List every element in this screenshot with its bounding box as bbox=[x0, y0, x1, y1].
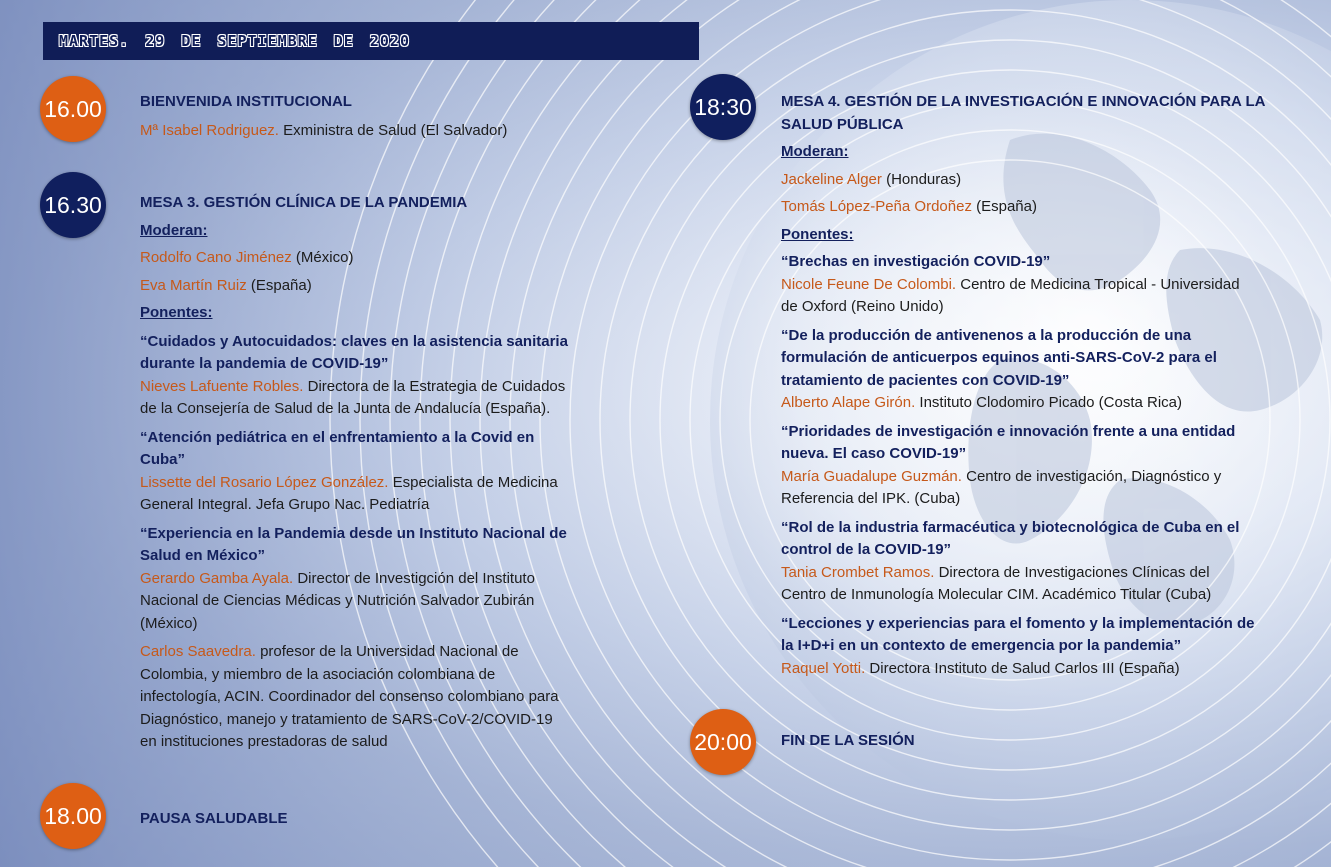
speaker-description: Centro de investigación, Diagnóstico y bbox=[961, 467, 1222, 485]
talk-item bbox=[140, 427, 660, 517]
session-title: FIN DE LA SESIÓN bbox=[781, 732, 915, 749]
speaker-description: infectología, ACIN. Coordinador del consenso colombiano para bbox=[140, 688, 559, 705]
talk-item bbox=[140, 641, 660, 754]
speakers-label: Ponentes: bbox=[140, 304, 213, 321]
session-mesa-4 bbox=[781, 91, 1321, 680]
speaker-description: Referencia del IPK. (Cuba) bbox=[781, 490, 961, 507]
speaker-description: de Oxford (Reino Unido) bbox=[781, 298, 944, 315]
talk-title-line: durante la pandemia de COVID-19” bbox=[140, 355, 389, 372]
speaker-name: Mª Isabel Rodriguez. bbox=[140, 121, 279, 139]
talk-item bbox=[781, 325, 1321, 415]
moderator-item bbox=[781, 169, 1321, 192]
talk-item bbox=[140, 523, 660, 636]
speaker-description: Exministra de Salud (El Salvador) bbox=[278, 121, 508, 139]
talk-title-line: nueva. El caso COVID-19” bbox=[781, 445, 967, 462]
talk-title-line: “Experiencia en la Pandemia desde un Instituto Nacional de bbox=[140, 524, 567, 542]
speaker-description: (México) bbox=[140, 614, 198, 632]
moderators-label: Moderan: bbox=[781, 143, 849, 160]
moderator-country: (México) bbox=[291, 249, 354, 266]
time-label: 16.30 bbox=[44, 191, 102, 218]
talk-item bbox=[781, 421, 1321, 511]
session-break bbox=[140, 808, 540, 831]
time-label: 16.00 bbox=[44, 95, 102, 122]
moderator-country: (España) bbox=[971, 198, 1037, 215]
talk-title-line: “Rol de la industria farmacéutica y biotecnológica de Cuba en el bbox=[781, 518, 1240, 536]
date-title: MARTES. 29 DE SEPTIEMBRE DE 2020 bbox=[59, 32, 410, 50]
moderator-item bbox=[781, 196, 1321, 219]
speaker-description: de la Consejería de Salud de la Junta de Andalucía (España). bbox=[140, 400, 551, 417]
moderator-country: (Honduras) bbox=[881, 170, 962, 188]
speaker-description: Colombia, y miembro de la asociación colombiana de bbox=[140, 665, 496, 683]
session-title: PAUSA SALUDABLE bbox=[140, 810, 288, 827]
speaker-description: Directora Instituto de Salud Carlos III (España) bbox=[865, 659, 1180, 677]
talk-title-line: “Cuidados y Autocuidados: claves en la asistencia sanitaria bbox=[140, 332, 568, 350]
time-badge-1630 bbox=[40, 172, 106, 238]
moderator-country: (España) bbox=[246, 276, 312, 294]
date-banner bbox=[43, 22, 699, 60]
talk-title-line: “Atención pediátrica en el enfrentamiento a la Covid en bbox=[140, 428, 535, 446]
speaker-description: Directora de Investigaciones Clínicas del bbox=[934, 563, 1210, 581]
speaker-name: Raquel Yotti. bbox=[781, 659, 866, 677]
talk-title-line: formulación de anticuerpos equinos anti-SARS-CoV-2 para el bbox=[781, 349, 1217, 366]
talk-item bbox=[781, 251, 1321, 319]
speaker-description: Centro de Inmunología Molecular CIM. Académico Titular (Cuba) bbox=[781, 586, 1212, 603]
speaker-description: Nacional de Ciencias Médicas y Nutrición Salvador Zubirán bbox=[140, 592, 535, 609]
talk-item bbox=[140, 331, 660, 421]
speaker-description: Director de Investigción del Instituto bbox=[293, 569, 535, 587]
speaker-name: Nieves Lafuente Robles. bbox=[140, 377, 304, 395]
time-badge-1830 bbox=[690, 74, 756, 140]
session-title-line: SALUD PÚBLICA bbox=[781, 115, 904, 133]
talk-title-line: control de la COVID-19” bbox=[781, 541, 952, 558]
talk-title-line: tratamiento de pacientes con COVID-19” bbox=[781, 371, 1070, 389]
time-badge-1600 bbox=[40, 76, 106, 142]
session-title: MESA 3. GESTIÓN CLÍNICA DE LA PANDEMIA bbox=[140, 194, 468, 211]
talk-title-line: “Prioridades de investigación e innovación frente a una entidad bbox=[781, 422, 1236, 440]
moderators-label: Moderan: bbox=[140, 221, 208, 239]
talk-item bbox=[781, 517, 1321, 607]
moderator-item bbox=[140, 247, 660, 270]
time-label: 20:00 bbox=[694, 728, 752, 755]
session-title-line: MESA 4. GESTIÓN DE LA INVESTIGACIÓN E INNOVACIÓN PARA LA bbox=[781, 93, 1266, 110]
speaker-name: María Guadalupe Guzmán. bbox=[781, 467, 962, 485]
talk-title-line: Cuba” bbox=[140, 451, 185, 468]
speaker-description: Centro de Medicina Tropical - Universidad bbox=[956, 275, 1240, 293]
speaker-description: Especialista de Medicina bbox=[388, 473, 558, 491]
moderator-name: Rodolfo Cano Jiménez bbox=[140, 249, 292, 266]
time-label: 18.00 bbox=[44, 802, 102, 829]
moderator-name: Eva Martín Ruiz bbox=[140, 276, 247, 294]
session-mesa-3 bbox=[140, 192, 660, 754]
talk-title-line: la I+D+i en un contexto de emergencia por la pandemia” bbox=[781, 637, 1182, 654]
speaker-name: Alberto Alape Girón. bbox=[781, 394, 916, 411]
moderator-name: Tomás López-Peña Ordoñez bbox=[781, 198, 972, 215]
session-title: BIENVENIDA INSTITUCIONAL bbox=[140, 93, 352, 110]
speaker-description: Instituto Clodomiro Picado (Costa Rica) bbox=[915, 394, 1183, 411]
talk-title-line: “De la producción de antivenenos a la producción de una bbox=[781, 326, 1192, 344]
moderator-name: Jackeline Alger bbox=[781, 170, 882, 188]
session-closing bbox=[781, 730, 1181, 753]
talk-title-line: Salud en México” bbox=[140, 547, 266, 564]
speaker-name: Gerardo Gamba Ayala. bbox=[140, 569, 294, 587]
speaker-name: Lissette del Rosario López González. bbox=[140, 473, 389, 491]
speaker-description: Directora de la Estrategia de Cuidados bbox=[303, 377, 566, 395]
speaker-name: Tania Crombet Ramos. bbox=[781, 563, 935, 581]
speaker-name: Carlos Saavedra. bbox=[140, 643, 256, 660]
speaker-description: en instituciones prestadoras de salud bbox=[140, 733, 388, 750]
speaker-name: Nicole Feune De Colombi. bbox=[781, 275, 957, 293]
speaker-description: profesor de la Universidad Nacional de bbox=[255, 643, 519, 660]
speaker-description: Diagnóstico, manejo y tratamiento de SARS-CoV-2/COVID-19 bbox=[140, 710, 553, 728]
talk-title-line: “Brechas en investigación COVID-19” bbox=[781, 253, 1051, 270]
session-welcome bbox=[140, 91, 640, 142]
time-badge-1800 bbox=[40, 783, 106, 849]
speakers-label: Ponentes: bbox=[781, 225, 854, 243]
time-badge-2000 bbox=[690, 709, 756, 775]
talk-item bbox=[781, 613, 1321, 681]
speaker-description: General Integral. Jefa Grupo Nac. Pediatría bbox=[140, 496, 430, 513]
talk-title-line: “Lecciones y experiencias para el fomento y la implementación de bbox=[781, 614, 1255, 632]
time-label: 18:30 bbox=[694, 93, 752, 120]
moderator-item bbox=[140, 275, 660, 298]
